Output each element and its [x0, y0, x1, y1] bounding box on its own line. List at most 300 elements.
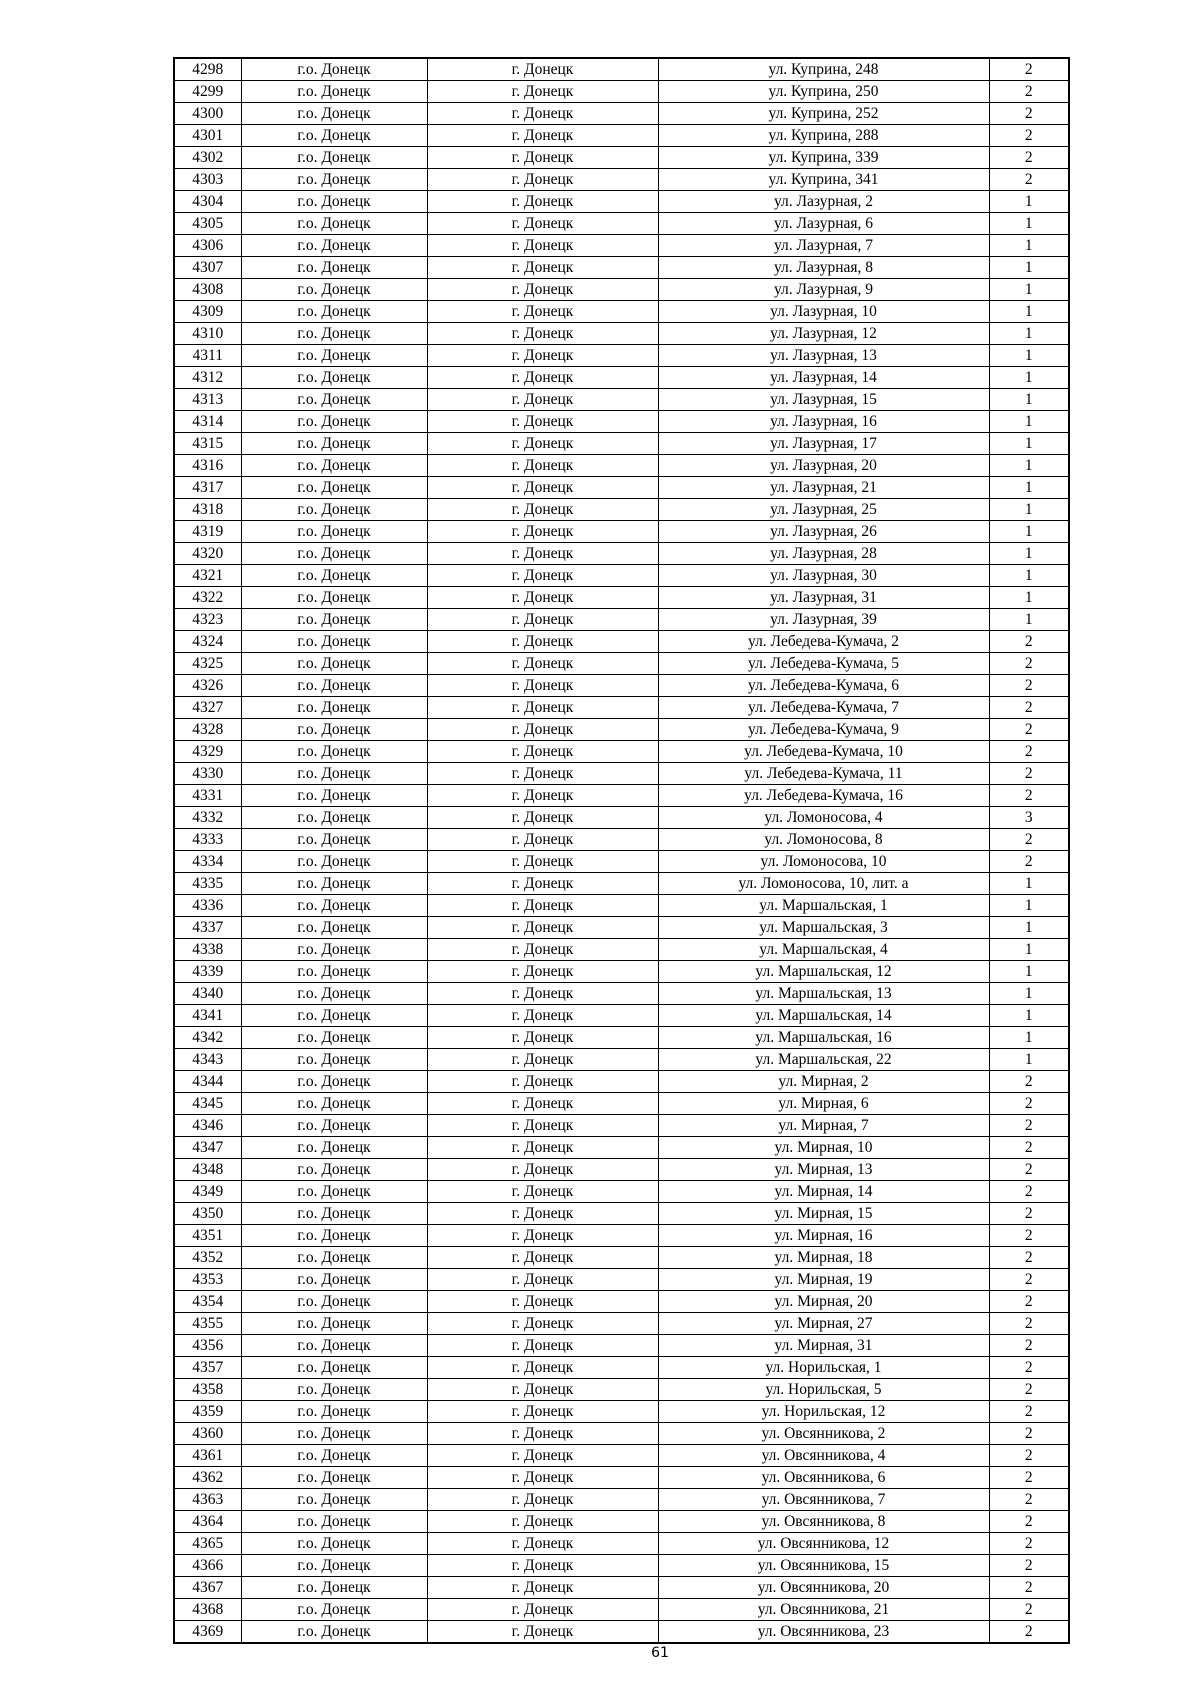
count-cell: 1 [989, 543, 1069, 565]
table-row [174, 697, 1069, 719]
city-cell: г. Донецк [427, 1225, 658, 1247]
row-number-cell: 4334 [174, 851, 241, 873]
row-number-cell: 4344 [174, 1071, 241, 1093]
table-row [174, 323, 1069, 345]
row-number-cell: 4365 [174, 1533, 241, 1555]
address-cell: ул. Маршальская, 4 [658, 939, 989, 961]
city-cell: г. Донецк [427, 521, 658, 543]
district-cell: г.о. Донецк [241, 1577, 427, 1599]
address-cell: ул. Овсянникова, 23 [658, 1621, 989, 1644]
table-row [174, 829, 1069, 851]
table-row [174, 1379, 1069, 1401]
count-cell: 1 [989, 1005, 1069, 1027]
city-cell: г. Донецк [427, 543, 658, 565]
table-row [174, 873, 1069, 895]
district-cell: г.о. Донецк [241, 1181, 427, 1203]
table-row [174, 103, 1069, 125]
district-cell: г.о. Донецк [241, 257, 427, 279]
address-cell: ул. Лебедева-Кумача, 2 [658, 631, 989, 653]
address-cell: ул. Овсянникова, 2 [658, 1423, 989, 1445]
count-cell: 2 [989, 1225, 1069, 1247]
address-cell: ул. Маршальская, 22 [658, 1049, 989, 1071]
district-cell: г.о. Донецк [241, 1203, 427, 1225]
address-cell: ул. Маршальская, 13 [658, 983, 989, 1005]
table-row [174, 1093, 1069, 1115]
table-row [174, 1159, 1069, 1181]
district-cell: г.о. Донецк [241, 785, 427, 807]
row-number-cell: 4326 [174, 675, 241, 697]
row-number-cell: 4335 [174, 873, 241, 895]
district-cell: г.о. Донецк [241, 1027, 427, 1049]
city-cell: г. Донецк [427, 1313, 658, 1335]
row-number-cell: 4363 [174, 1489, 241, 1511]
row-number-cell: 4355 [174, 1313, 241, 1335]
city-cell: г. Донецк [427, 1181, 658, 1203]
address-cell: ул. Мирная, 14 [658, 1181, 989, 1203]
address-cell: ул. Овсянникова, 7 [658, 1489, 989, 1511]
city-cell: г. Донецк [427, 147, 658, 169]
row-number-cell: 4312 [174, 367, 241, 389]
district-cell: г.о. Донецк [241, 345, 427, 367]
row-number-cell: 4360 [174, 1423, 241, 1445]
table-row [174, 609, 1069, 631]
city-cell: г. Донецк [427, 961, 658, 983]
row-number-cell: 4351 [174, 1225, 241, 1247]
table-row [174, 565, 1069, 587]
count-cell: 1 [989, 257, 1069, 279]
district-cell: г.о. Донецк [241, 851, 427, 873]
row-number-cell: 4349 [174, 1181, 241, 1203]
address-cell: ул. Мирная, 27 [658, 1313, 989, 1335]
address-cell: ул. Лазурная, 13 [658, 345, 989, 367]
city-cell: г. Донецк [427, 807, 658, 829]
count-cell: 1 [989, 345, 1069, 367]
row-number-cell: 4362 [174, 1467, 241, 1489]
count-cell: 2 [989, 58, 1069, 81]
table-row [174, 1269, 1069, 1291]
table-row [174, 785, 1069, 807]
table-row [174, 675, 1069, 697]
district-cell: г.о. Донецк [241, 169, 427, 191]
city-cell: г. Донецк [427, 697, 658, 719]
address-cell: ул. Мирная, 31 [658, 1335, 989, 1357]
row-number-cell: 4309 [174, 301, 241, 323]
row-number-cell: 4300 [174, 103, 241, 125]
district-cell: г.о. Донецк [241, 697, 427, 719]
count-cell: 2 [989, 1115, 1069, 1137]
count-cell: 2 [989, 1071, 1069, 1093]
district-cell: г.о. Донецк [241, 235, 427, 257]
address-cell: ул. Лазурная, 20 [658, 455, 989, 477]
district-cell: г.о. Донецк [241, 103, 427, 125]
city-cell: г. Донецк [427, 257, 658, 279]
row-number-cell: 4298 [174, 58, 241, 81]
district-cell: г.о. Донецк [241, 1599, 427, 1621]
table-row [174, 1291, 1069, 1313]
table-row [174, 983, 1069, 1005]
row-number-cell: 4327 [174, 697, 241, 719]
count-cell: 3 [989, 807, 1069, 829]
table-row [174, 301, 1069, 323]
district-cell: г.о. Донецк [241, 1225, 427, 1247]
address-cell: ул. Норильская, 1 [658, 1357, 989, 1379]
count-cell: 2 [989, 1313, 1069, 1335]
table-row [174, 1203, 1069, 1225]
city-cell: г. Донецк [427, 323, 658, 345]
count-cell: 1 [989, 1027, 1069, 1049]
row-number-cell: 4368 [174, 1599, 241, 1621]
count-cell: 2 [989, 1533, 1069, 1555]
row-number-cell: 4321 [174, 565, 241, 587]
address-cell: ул. Лебедева-Кумача, 10 [658, 741, 989, 763]
district-cell: г.о. Донецк [241, 1511, 427, 1533]
address-cell: ул. Лебедева-Кумача, 16 [658, 785, 989, 807]
count-cell: 1 [989, 917, 1069, 939]
address-cell: ул. Овсянникова, 21 [658, 1599, 989, 1621]
address-cell: ул. Куприна, 288 [658, 125, 989, 147]
city-cell: г. Донецк [427, 1335, 658, 1357]
count-cell: 2 [989, 1247, 1069, 1269]
table-row [174, 279, 1069, 301]
count-cell: 1 [989, 939, 1069, 961]
row-number-cell: 4359 [174, 1401, 241, 1423]
count-cell: 2 [989, 697, 1069, 719]
district-cell: г.о. Донецк [241, 741, 427, 763]
city-cell: г. Донецк [427, 1467, 658, 1489]
row-number-cell: 4299 [174, 81, 241, 103]
count-cell: 2 [989, 741, 1069, 763]
address-cell: ул. Куприна, 250 [658, 81, 989, 103]
table-row [174, 455, 1069, 477]
row-number-cell: 4352 [174, 1247, 241, 1269]
address-cell: ул. Лазурная, 39 [658, 609, 989, 631]
address-cell: ул. Лебедева-Кумача, 7 [658, 697, 989, 719]
row-number-cell: 4369 [174, 1621, 241, 1644]
table-row [174, 1005, 1069, 1027]
row-number-cell: 4316 [174, 455, 241, 477]
table-row [174, 719, 1069, 741]
district-cell: г.о. Донецк [241, 587, 427, 609]
address-cell: ул. Овсянникова, 15 [658, 1555, 989, 1577]
count-cell: 2 [989, 1555, 1069, 1577]
district-cell: г.о. Донецк [241, 1269, 427, 1291]
city-cell: г. Донецк [427, 1049, 658, 1071]
count-cell: 1 [989, 477, 1069, 499]
table-row [174, 147, 1069, 169]
row-number-cell: 4322 [174, 587, 241, 609]
count-cell: 2 [989, 1335, 1069, 1357]
district-cell: г.о. Донецк [241, 939, 427, 961]
district-cell: г.о. Донецк [241, 873, 427, 895]
table-row [174, 191, 1069, 213]
address-cell: ул. Лазурная, 2 [658, 191, 989, 213]
count-cell: 1 [989, 609, 1069, 631]
count-cell: 1 [989, 1049, 1069, 1071]
count-cell: 2 [989, 719, 1069, 741]
row-number-cell: 4317 [174, 477, 241, 499]
count-cell: 2 [989, 147, 1069, 169]
table-row [174, 477, 1069, 499]
table-row [174, 1489, 1069, 1511]
district-cell: г.о. Донецк [241, 1489, 427, 1511]
district-cell: г.о. Донецк [241, 719, 427, 741]
table-row [174, 411, 1069, 433]
district-cell: г.о. Донецк [241, 81, 427, 103]
address-cell: ул. Куприна, 252 [658, 103, 989, 125]
table-row [174, 653, 1069, 675]
city-cell: г. Донецк [427, 235, 658, 257]
row-number-cell: 4323 [174, 609, 241, 631]
table-row [174, 1401, 1069, 1423]
district-cell: г.о. Донецк [241, 1357, 427, 1379]
table-row [174, 213, 1069, 235]
district-cell: г.о. Донецк [241, 477, 427, 499]
district-cell: г.о. Донецк [241, 1379, 427, 1401]
district-cell: г.о. Донецк [241, 323, 427, 345]
city-cell: г. Донецк [427, 213, 658, 235]
city-cell: г. Донецк [427, 477, 658, 499]
district-cell: г.о. Донецк [241, 763, 427, 785]
row-number-cell: 4361 [174, 1445, 241, 1467]
row-number-cell: 4366 [174, 1555, 241, 1577]
row-number-cell: 4367 [174, 1577, 241, 1599]
address-cell: ул. Лазурная, 30 [658, 565, 989, 587]
district-cell: г.о. Донецк [241, 367, 427, 389]
district-cell: г.о. Донецк [241, 1335, 427, 1357]
count-cell: 1 [989, 279, 1069, 301]
table-row [174, 125, 1069, 147]
city-cell: г. Донецк [427, 851, 658, 873]
district-cell: г.о. Донецк [241, 125, 427, 147]
district-cell: г.о. Донецк [241, 1137, 427, 1159]
count-cell: 2 [989, 1181, 1069, 1203]
city-cell: г. Донецк [427, 367, 658, 389]
address-cell: ул. Лазурная, 28 [658, 543, 989, 565]
count-cell: 1 [989, 587, 1069, 609]
table-row [174, 1467, 1069, 1489]
table-row [174, 763, 1069, 785]
table-row [174, 961, 1069, 983]
count-cell: 1 [989, 235, 1069, 257]
district-cell: г.о. Донецк [241, 455, 427, 477]
row-number-cell: 4330 [174, 763, 241, 785]
city-cell: г. Донецк [427, 1247, 658, 1269]
district-cell: г.о. Донецк [241, 1313, 427, 1335]
row-number-cell: 4329 [174, 741, 241, 763]
district-cell: г.о. Донецк [241, 1115, 427, 1137]
row-number-cell: 4314 [174, 411, 241, 433]
district-cell: г.о. Донецк [241, 1445, 427, 1467]
row-number-cell: 4339 [174, 961, 241, 983]
table-row [174, 1225, 1069, 1247]
table-row [174, 1423, 1069, 1445]
address-cell: ул. Норильская, 12 [658, 1401, 989, 1423]
row-number-cell: 4345 [174, 1093, 241, 1115]
address-cell: ул. Лазурная, 16 [658, 411, 989, 433]
count-cell: 2 [989, 653, 1069, 675]
count-cell: 2 [989, 1203, 1069, 1225]
district-cell: г.о. Донецк [241, 499, 427, 521]
count-cell: 1 [989, 499, 1069, 521]
district-cell: г.о. Донецк [241, 609, 427, 631]
row-number-cell: 4333 [174, 829, 241, 851]
address-cell: ул. Ломоносова, 8 [658, 829, 989, 851]
row-number-cell: 4358 [174, 1379, 241, 1401]
table-row [174, 1599, 1069, 1621]
row-number-cell: 4336 [174, 895, 241, 917]
row-number-cell: 4328 [174, 719, 241, 741]
address-cell: ул. Лебедева-Кумача, 6 [658, 675, 989, 697]
row-number-cell: 4301 [174, 125, 241, 147]
row-number-cell: 4332 [174, 807, 241, 829]
row-number-cell: 4315 [174, 433, 241, 455]
table-row [174, 58, 1069, 81]
row-number-cell: 4343 [174, 1049, 241, 1071]
district-cell: г.о. Донецк [241, 213, 427, 235]
table-row [174, 1313, 1069, 1335]
address-cell: ул. Лазурная, 7 [658, 235, 989, 257]
table-row [174, 367, 1069, 389]
district-cell: г.о. Донецк [241, 1005, 427, 1027]
table-row [174, 1511, 1069, 1533]
city-cell: г. Донецк [427, 191, 658, 213]
row-number-cell: 4354 [174, 1291, 241, 1313]
city-cell: г. Донецк [427, 609, 658, 631]
count-cell: 1 [989, 411, 1069, 433]
row-number-cell: 4306 [174, 235, 241, 257]
count-cell: 1 [989, 565, 1069, 587]
address-cell: ул. Норильская, 5 [658, 1379, 989, 1401]
address-cell: ул. Мирная, 2 [658, 1071, 989, 1093]
city-cell: г. Донецк [427, 301, 658, 323]
city-cell: г. Донецк [427, 279, 658, 301]
count-cell: 1 [989, 323, 1069, 345]
city-cell: г. Донецк [427, 169, 658, 191]
row-number-cell: 4350 [174, 1203, 241, 1225]
table-row [174, 257, 1069, 279]
address-cell: ул. Овсянникова, 12 [658, 1533, 989, 1555]
count-cell: 1 [989, 521, 1069, 543]
count-cell: 2 [989, 1093, 1069, 1115]
table-row [174, 169, 1069, 191]
address-cell: ул. Ломоносова, 4 [658, 807, 989, 829]
district-cell: г.о. Донецк [241, 433, 427, 455]
district-cell: г.о. Донецк [241, 1093, 427, 1115]
district-cell: г.о. Донецк [241, 1621, 427, 1644]
city-cell: г. Донецк [427, 1159, 658, 1181]
address-cell: ул. Маршальская, 16 [658, 1027, 989, 1049]
address-cell: ул. Лазурная, 17 [658, 433, 989, 455]
district-cell: г.о. Донецк [241, 1159, 427, 1181]
district-cell: г.о. Донецк [241, 807, 427, 829]
city-cell: г. Донецк [427, 1357, 658, 1379]
address-cell: ул. Лебедева-Кумача, 5 [658, 653, 989, 675]
row-number-cell: 4364 [174, 1511, 241, 1533]
address-cell: ул. Лебедева-Кумача, 9 [658, 719, 989, 741]
table-row [174, 1357, 1069, 1379]
district-cell: г.о. Донецк [241, 1555, 427, 1577]
city-cell: г. Донецк [427, 719, 658, 741]
row-number-cell: 4318 [174, 499, 241, 521]
address-cell: ул. Лазурная, 6 [658, 213, 989, 235]
district-cell: г.о. Донецк [241, 1071, 427, 1093]
city-cell: г. Донецк [427, 741, 658, 763]
city-cell: г. Донецк [427, 1577, 658, 1599]
address-cell: ул. Лазурная, 26 [658, 521, 989, 543]
row-number-cell: 4325 [174, 653, 241, 675]
table-row [174, 1071, 1069, 1093]
district-cell: г.о. Донецк [241, 653, 427, 675]
city-cell: г. Донецк [427, 1027, 658, 1049]
city-cell: г. Донецк [427, 58, 658, 81]
district-cell: г.о. Донецк [241, 675, 427, 697]
table-row [174, 807, 1069, 829]
row-number-cell: 4307 [174, 257, 241, 279]
city-cell: г. Донецк [427, 1423, 658, 1445]
table-row [174, 433, 1069, 455]
row-number-cell: 4308 [174, 279, 241, 301]
district-cell: г.о. Донецк [241, 917, 427, 939]
count-cell: 2 [989, 631, 1069, 653]
row-number-cell: 4320 [174, 543, 241, 565]
row-number-cell: 4303 [174, 169, 241, 191]
count-cell: 1 [989, 961, 1069, 983]
table-row [174, 1577, 1069, 1599]
district-cell: г.о. Донецк [241, 389, 427, 411]
city-cell: г. Донецк [427, 873, 658, 895]
district-cell: г.о. Донецк [241, 1247, 427, 1269]
city-cell: г. Донецк [427, 653, 658, 675]
district-cell: г.о. Донецк [241, 895, 427, 917]
row-number-cell: 4324 [174, 631, 241, 653]
count-cell: 2 [989, 763, 1069, 785]
city-cell: г. Донецк [427, 1511, 658, 1533]
city-cell: г. Донецк [427, 895, 658, 917]
count-cell: 2 [989, 785, 1069, 807]
row-number-cell: 4341 [174, 1005, 241, 1027]
district-cell: г.о. Донецк [241, 1423, 427, 1445]
table-row [174, 1247, 1069, 1269]
count-cell: 2 [989, 1599, 1069, 1621]
address-cell: ул. Лазурная, 14 [658, 367, 989, 389]
count-cell: 2 [989, 675, 1069, 697]
address-cell: ул. Овсянникова, 6 [658, 1467, 989, 1489]
table-row [174, 587, 1069, 609]
address-cell: ул. Лазурная, 15 [658, 389, 989, 411]
count-cell: 2 [989, 1291, 1069, 1313]
count-cell: 1 [989, 873, 1069, 895]
district-cell: г.о. Донецк [241, 1467, 427, 1489]
city-cell: г. Донецк [427, 1115, 658, 1137]
city-cell: г. Донецк [427, 1071, 658, 1093]
count-cell: 2 [989, 81, 1069, 103]
district-cell: г.о. Донецк [241, 565, 427, 587]
city-cell: г. Донецк [427, 763, 658, 785]
address-cell: ул. Лазурная, 31 [658, 587, 989, 609]
city-cell: г. Донецк [427, 1489, 658, 1511]
address-cell: ул. Овсянникова, 4 [658, 1445, 989, 1467]
table-row [174, 1049, 1069, 1071]
address-cell: ул. Мирная, 13 [658, 1159, 989, 1181]
table-row [174, 1621, 1069, 1644]
address-cell: ул. Куприна, 339 [658, 147, 989, 169]
address-cell: ул. Лазурная, 10 [658, 301, 989, 323]
city-cell: г. Донецк [427, 103, 658, 125]
count-cell: 1 [989, 389, 1069, 411]
count-cell: 1 [989, 455, 1069, 477]
address-cell: ул. Мирная, 6 [658, 1093, 989, 1115]
city-cell: г. Донецк [427, 939, 658, 961]
